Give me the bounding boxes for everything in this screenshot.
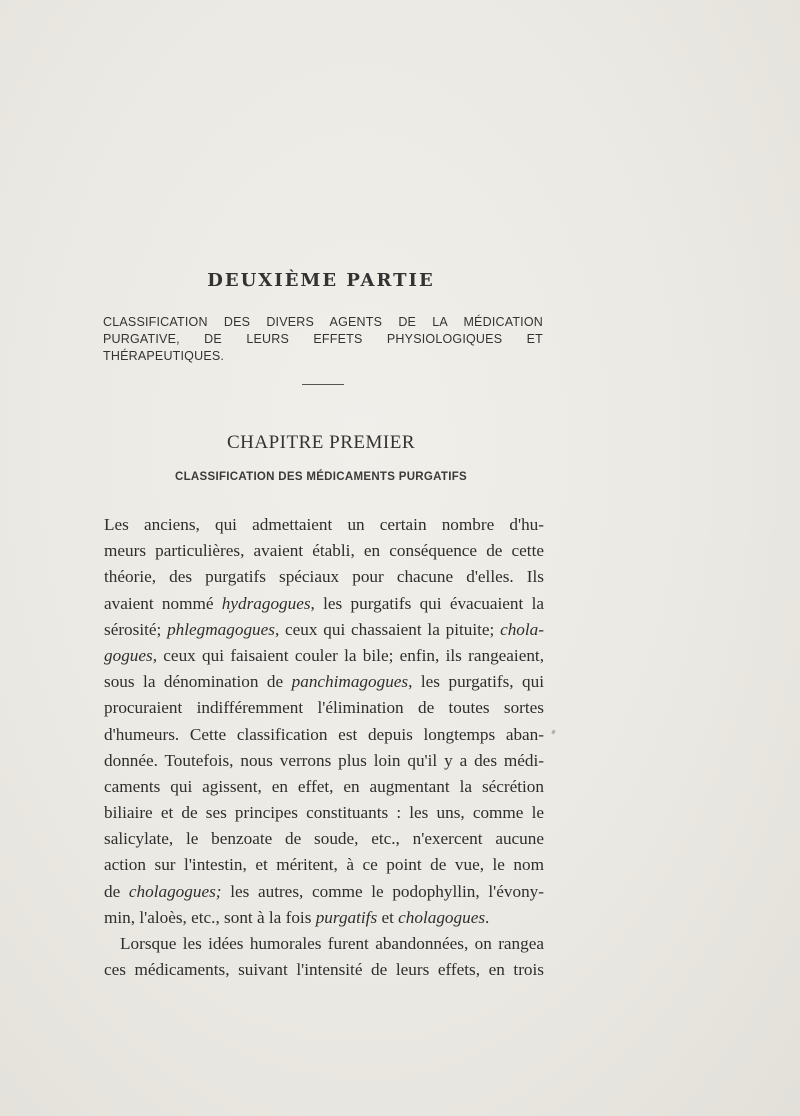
italic-term: purgatifs <box>315 907 378 927</box>
text-segment: les autres, comme le podophyllin, l'évony- <box>221 881 544 901</box>
text-segment: ces médicaments, suivant l'intensité de leurs effets, en trois <box>104 960 544 980</box>
text-line <box>104 774 544 800</box>
text-line <box>104 643 544 669</box>
chapter-title: CHAPITRE PREMIER <box>227 432 415 453</box>
text-segment: donnée. Toutefois, nous verrons plus loin qu'il y a des médi- <box>104 750 544 770</box>
chapter-subtitle: CLASSIFICATION DES MÉDICAMENTS PURGATIFS <box>174 471 468 483</box>
text-line <box>104 905 544 931</box>
text-segment: théorie, des purgatifs spéciaux pour chacune d'elles. Ils <box>104 567 544 587</box>
text-segment: . <box>485 907 490 927</box>
section-divider <box>302 384 344 385</box>
text-segment: procuraient indifféremment l'élimination de toutes sortes <box>104 698 544 718</box>
text-line <box>104 695 544 721</box>
text-segment: , ceux qui faisaient couler la bile; enfin, ils rangeaient, <box>152 645 544 665</box>
text-segment: action sur l'intestin, et méritent, à ce point de vue, le nom <box>104 855 544 875</box>
text-line <box>104 879 544 905</box>
text-segment: , les purgatifs qui évacuaient la <box>310 593 544 613</box>
italic-term: gogues <box>104 645 153 665</box>
text-line <box>104 722 544 748</box>
italic-term: hydragogues <box>221 593 311 613</box>
italic-term: phlegmagogues <box>167 619 275 639</box>
italic-term: cholagogues <box>398 907 486 927</box>
text-line <box>104 591 544 617</box>
text-segment: Lorsque les idées humorales furent abandonnées, on rangea <box>120 934 544 953</box>
text-line <box>104 931 544 957</box>
text-line <box>104 538 544 564</box>
part-title: DEUXIÈME PARTIE <box>207 270 435 291</box>
text-segment: d'humeurs. Cette classification est depuis longtemps aban- <box>104 724 544 744</box>
text-line <box>104 617 544 643</box>
text-segment: , ceux qui chassaient la pituite; <box>274 619 501 639</box>
italic-term: panchimagogues <box>291 672 409 692</box>
text-segment: sérosité; <box>104 619 168 639</box>
text-line <box>104 748 544 774</box>
text-segment: meurs particulières, avaient établi, en conséquence de cette <box>104 541 544 561</box>
text-segment: , les purgatifs, qui <box>408 672 544 692</box>
text-segment: de <box>104 881 129 901</box>
text-segment: avaient nommé <box>104 593 222 613</box>
text-segment: Les anciens, qui admettaient un certain nombre d'hu- <box>104 515 544 534</box>
text-line <box>104 852 544 878</box>
part-subtitle: CLASSIFICATION DES DIVERS AGENTS DE LA MÉDICATION PURGATIVE, DE LEURS EFFETS PHYSIOLOGIQUES ET THÉRAPEUTIQUES. <box>103 315 543 363</box>
text-line <box>104 512 544 538</box>
text-segment: sous la dénomination de <box>104 672 292 692</box>
text-line <box>104 564 544 590</box>
body-text <box>104 512 544 983</box>
text-segment: biliaire et de ses principes constituants : les uns, comme le <box>104 803 544 823</box>
text-line <box>104 800 544 826</box>
text-segment: salicylate, le benzoate de soude, etc., n'exercent aucune <box>104 829 544 849</box>
paper-speck <box>551 730 556 735</box>
text-segment: et <box>377 907 399 927</box>
text-segment: min, l'aloès, etc., sont à la fois <box>104 907 316 927</box>
text-line <box>104 669 544 695</box>
italic-term: chola- <box>500 619 544 639</box>
text-line <box>104 826 544 852</box>
italic-term: cholagogues; <box>128 881 222 901</box>
text-line <box>104 957 544 983</box>
text-segment: caments qui agissent, en effet, en augmentant la sécrétion <box>104 776 544 796</box>
